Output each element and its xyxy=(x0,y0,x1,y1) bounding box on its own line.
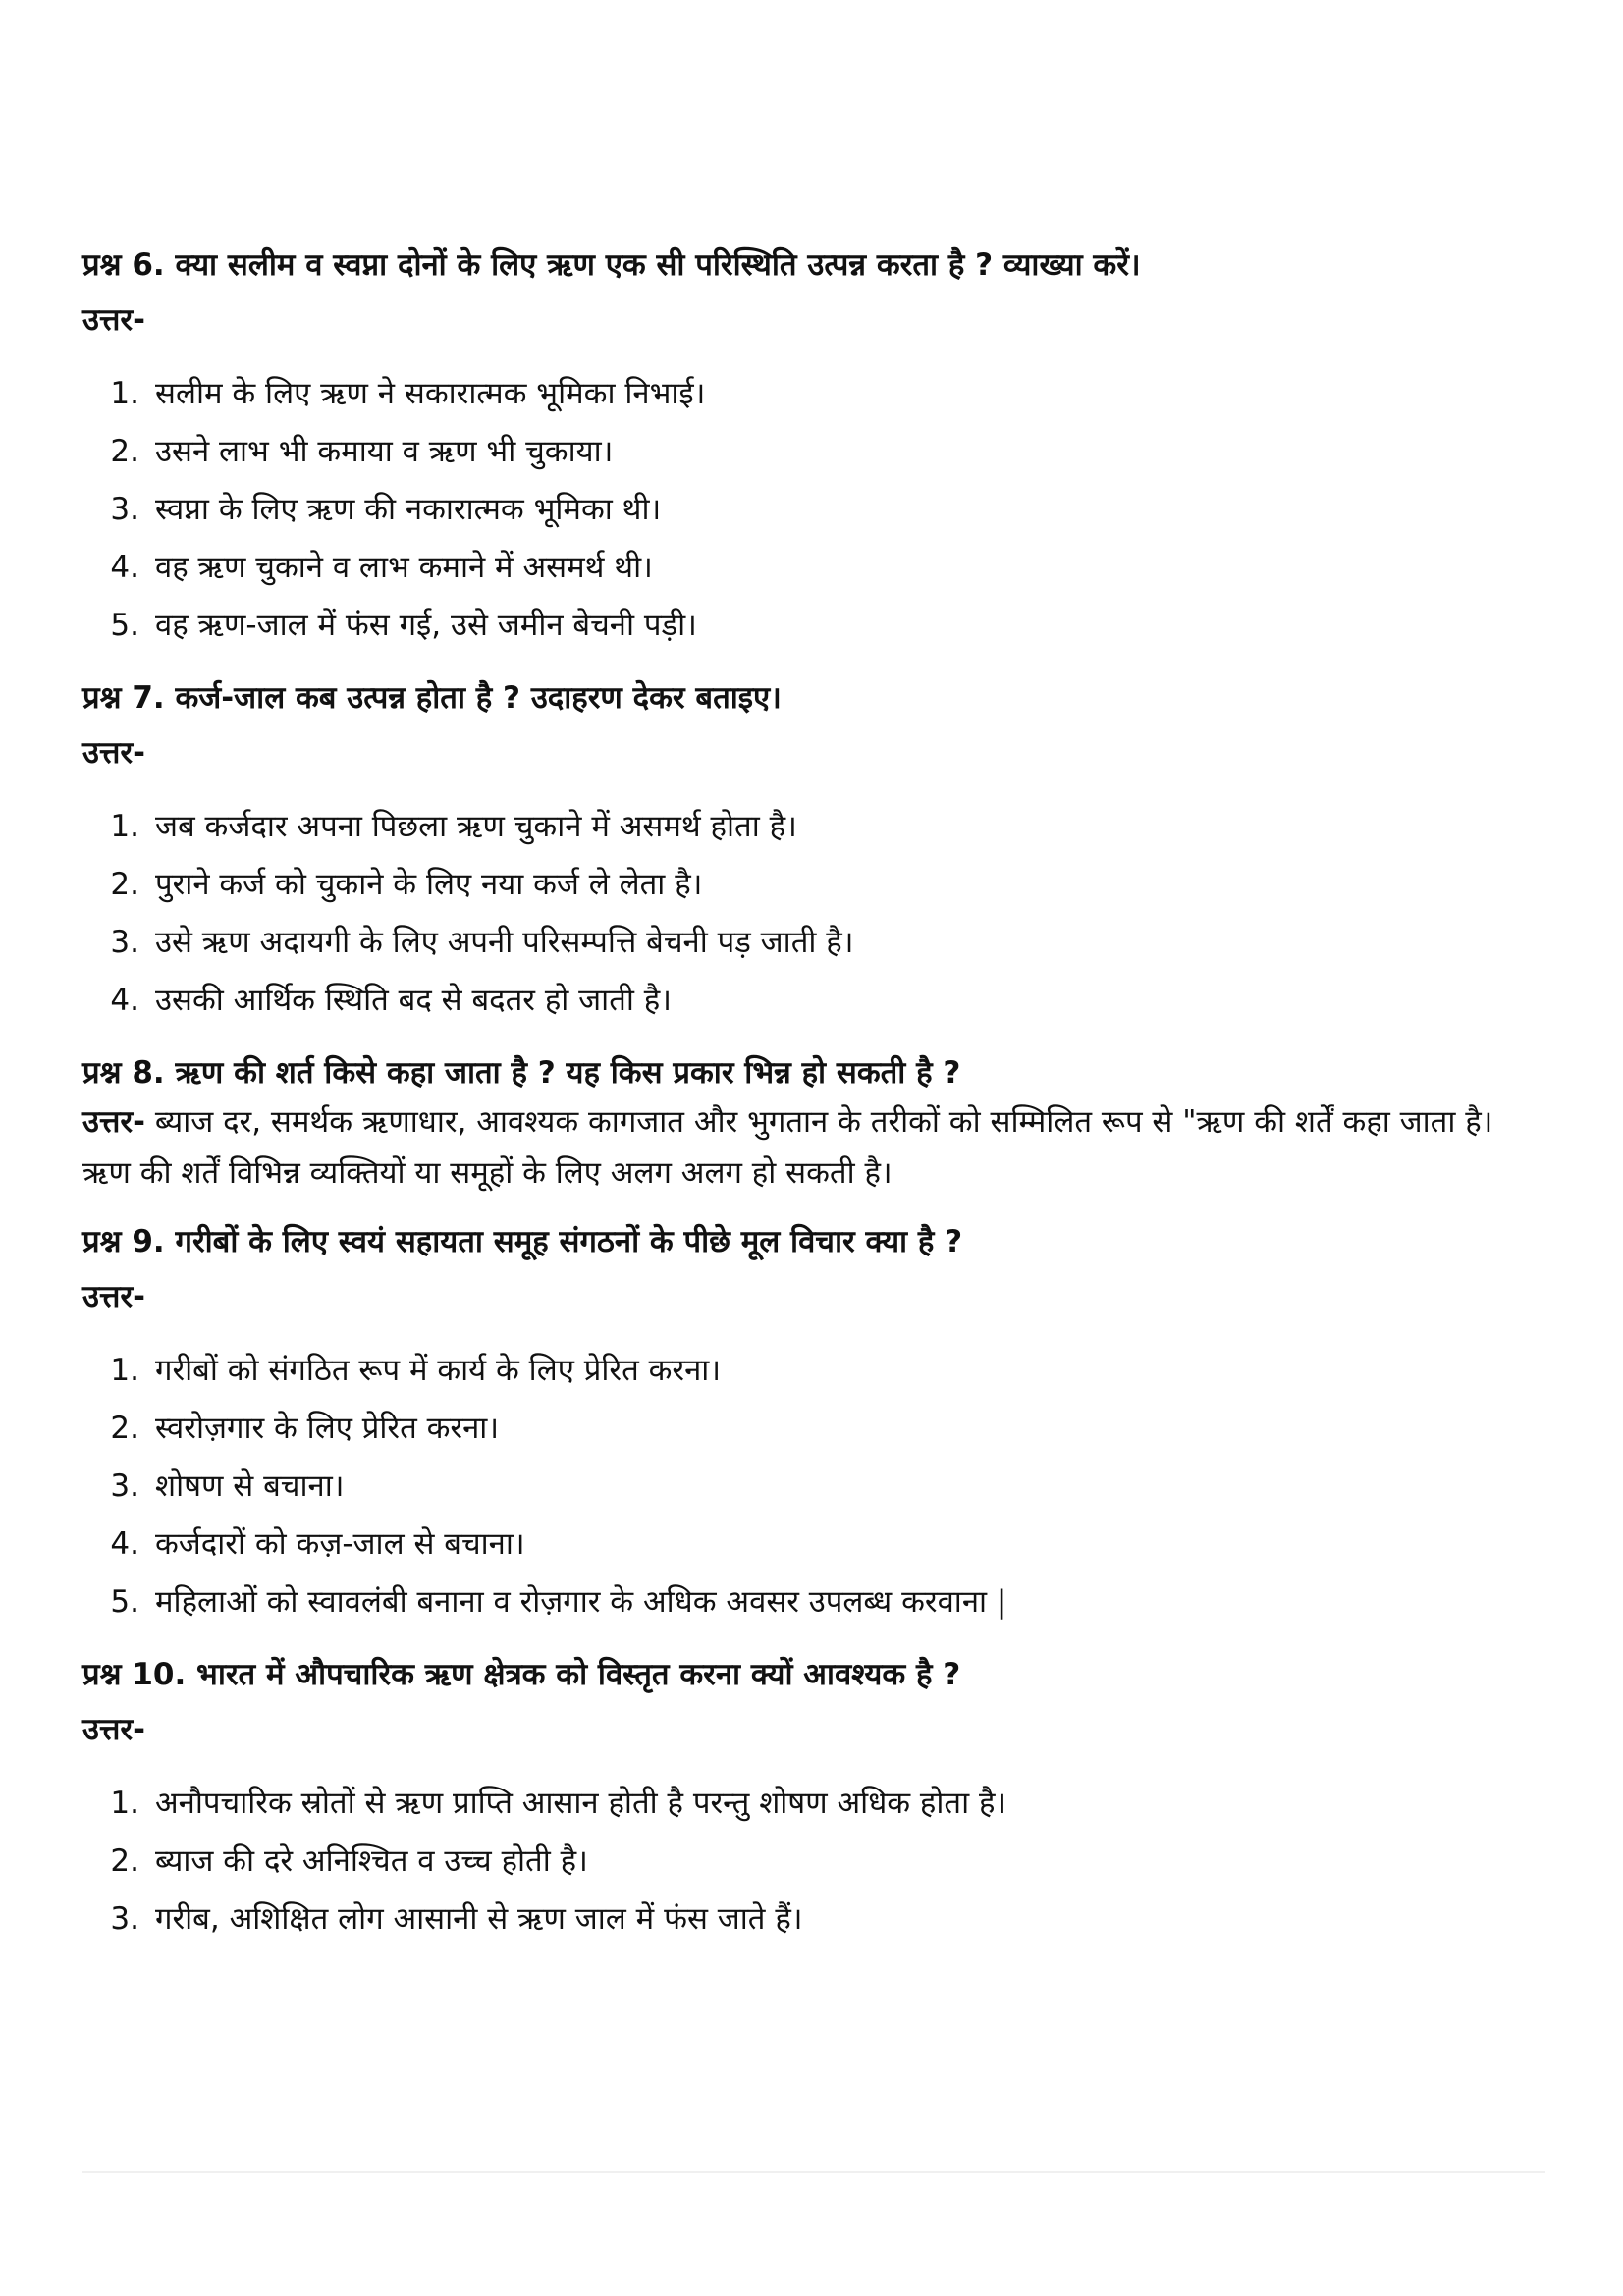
document-page xyxy=(82,241,1545,1949)
list-item xyxy=(82,423,1545,481)
answer-text: ब्याज दर, समर्थक ऋणाधार, आवश्यक कागजात और भुगतान के तरीकों को सम्मिलित रूप से "ऋण की शर्तें कहा जाता है। ऋण की शर्तें विभिन्न व्यक्तियों या समूहों के लिए अलग अलग हो सकती है। xyxy=(82,1104,1493,1191)
question-heading: प्रश्न 8. ऋण की शर्त किसे कहा जाता है ? यह किस प्रकार भिन्न हो सकती है ? xyxy=(82,1055,961,1091)
list-item xyxy=(82,914,1545,972)
list-number: 3. xyxy=(110,925,139,960)
answer-list xyxy=(82,1342,1545,1631)
list-number: 5. xyxy=(110,1584,139,1620)
list-number: 2. xyxy=(110,1843,139,1879)
answer-list xyxy=(82,798,1545,1030)
answer-list xyxy=(82,365,1545,655)
answer-label: उत्तर- xyxy=(82,1279,145,1314)
list-item xyxy=(82,972,1545,1030)
list-number: 1. xyxy=(110,809,139,844)
list-item xyxy=(82,798,1545,856)
list-number: 4. xyxy=(110,983,139,1018)
list-text: स्वरोज़गार के लिए प्रेरित करना। xyxy=(155,1411,500,1446)
list-item xyxy=(82,1775,1545,1833)
answer-label: उत्तर- xyxy=(82,1104,145,1140)
list-number: 1. xyxy=(110,376,139,411)
list-item xyxy=(82,1516,1545,1574)
list-text: उसे ऋण अदायगी के लिए अपनी परिसम्पत्ति बेचनी पड़ जाती है। xyxy=(155,925,854,960)
list-number: 3. xyxy=(110,492,139,527)
list-item xyxy=(82,1833,1545,1891)
question-block-8 xyxy=(82,1049,1545,1199)
list-text: उसने लाभ भी कमाया व ऋण भी चुकाया। xyxy=(155,434,614,469)
list-text: शोषण से बचाना। xyxy=(155,1468,345,1504)
question-block-7 xyxy=(82,674,1545,1030)
list-number: 1. xyxy=(110,1786,139,1821)
list-text: महिलाओं को स्वावलंबी बनाना व रोज़गार के अधिक अवसर उपलब्ध करवाना | xyxy=(155,1584,1007,1620)
question-block-10 xyxy=(82,1651,1545,1949)
question-heading: प्रश्न 6. क्या सलीम व स्वप्ना दोनों के लिए ऋण एक सी परिस्थिति उत्पन्न करता है ? व्याख्या करें। xyxy=(82,247,1141,283)
list-item xyxy=(82,1342,1545,1400)
list-item xyxy=(82,365,1545,423)
list-number: 1. xyxy=(110,1353,139,1388)
list-item xyxy=(82,856,1545,914)
list-text: अनौपचारिक स्रोतों से ऋण प्राप्ति आसान होती है परन्तु शोषण अधिक होता है। xyxy=(155,1786,1007,1821)
list-text: पुराने कर्ज को चुकाने के लिए नया कर्ज ले लेता है। xyxy=(155,867,703,902)
list-text: वह ऋण चुकाने व लाभ कमाने में असमर्थ थी। xyxy=(155,550,653,585)
list-text: स्वप्ना के लिए ऋण की नकारात्मक भूमिका थी। xyxy=(155,492,662,527)
list-item xyxy=(82,1400,1545,1458)
list-number: 2. xyxy=(110,434,139,469)
list-number: 2. xyxy=(110,1411,139,1446)
list-text: जब कर्जदार अपना पिछला ऋण चुकाने में असमर्थ होता है। xyxy=(155,809,797,844)
list-item xyxy=(82,539,1545,597)
list-number: 4. xyxy=(110,550,139,585)
list-item xyxy=(82,1891,1545,1949)
list-item xyxy=(82,1458,1545,1516)
answer-list xyxy=(82,1775,1545,1949)
list-number: 2. xyxy=(110,867,139,902)
list-item xyxy=(82,481,1545,539)
answer-paragraph xyxy=(82,1096,1545,1199)
list-number: 3. xyxy=(110,1901,139,1937)
list-number: 5. xyxy=(110,608,139,643)
list-text: उसकी आर्थिक स्थिति बद से बदतर हो जाती है। xyxy=(155,983,672,1018)
list-number: 4. xyxy=(110,1526,139,1562)
question-block-6 xyxy=(82,241,1545,655)
list-text: गरीब, अशिक्षित लोग आसानी से ऋण जाल में फंस जाते हैं। xyxy=(155,1901,803,1937)
answer-label: उत्तर- xyxy=(82,302,145,338)
list-item xyxy=(82,1574,1545,1631)
list-text: कर्जदारों को कज़-जाल से बचाना। xyxy=(155,1526,525,1562)
question-block-9 xyxy=(82,1218,1545,1631)
list-text: सलीम के लिए ऋण ने सकारात्मक भूमिका निभाई। xyxy=(155,376,706,411)
list-text: वह ऋण-जाल में फंस गई, उसे जमीन बेचनी पड़ी। xyxy=(155,608,697,643)
question-heading: प्रश्न 9. गरीबों के लिए स्वयं सहायता समूह संगठनों के पीछे मूल विचार क्या है ? xyxy=(82,1224,963,1259)
list-number: 3. xyxy=(110,1468,139,1504)
answer-label: उत्तर- xyxy=(82,1712,145,1747)
question-heading: प्रश्न 7. कर्ज-जाल कब उत्पन्न होता है ? उदाहरण देकर बताइए। xyxy=(82,680,782,716)
list-text: ब्याज की दरे अनिश्चित व उच्च होती है। xyxy=(155,1843,588,1879)
list-text: गरीबों को संगठित रूप में कार्य के लिए प्रेरित करना। xyxy=(155,1353,722,1388)
list-item xyxy=(82,597,1545,655)
page-divider xyxy=(82,2171,1545,2173)
question-heading: प्रश्न 10. भारत में औपचारिक ऋण क्षेत्रक को विस्तृत करना क्यों आवश्यक है ? xyxy=(82,1657,961,1692)
answer-label: उत्तर- xyxy=(82,735,145,771)
